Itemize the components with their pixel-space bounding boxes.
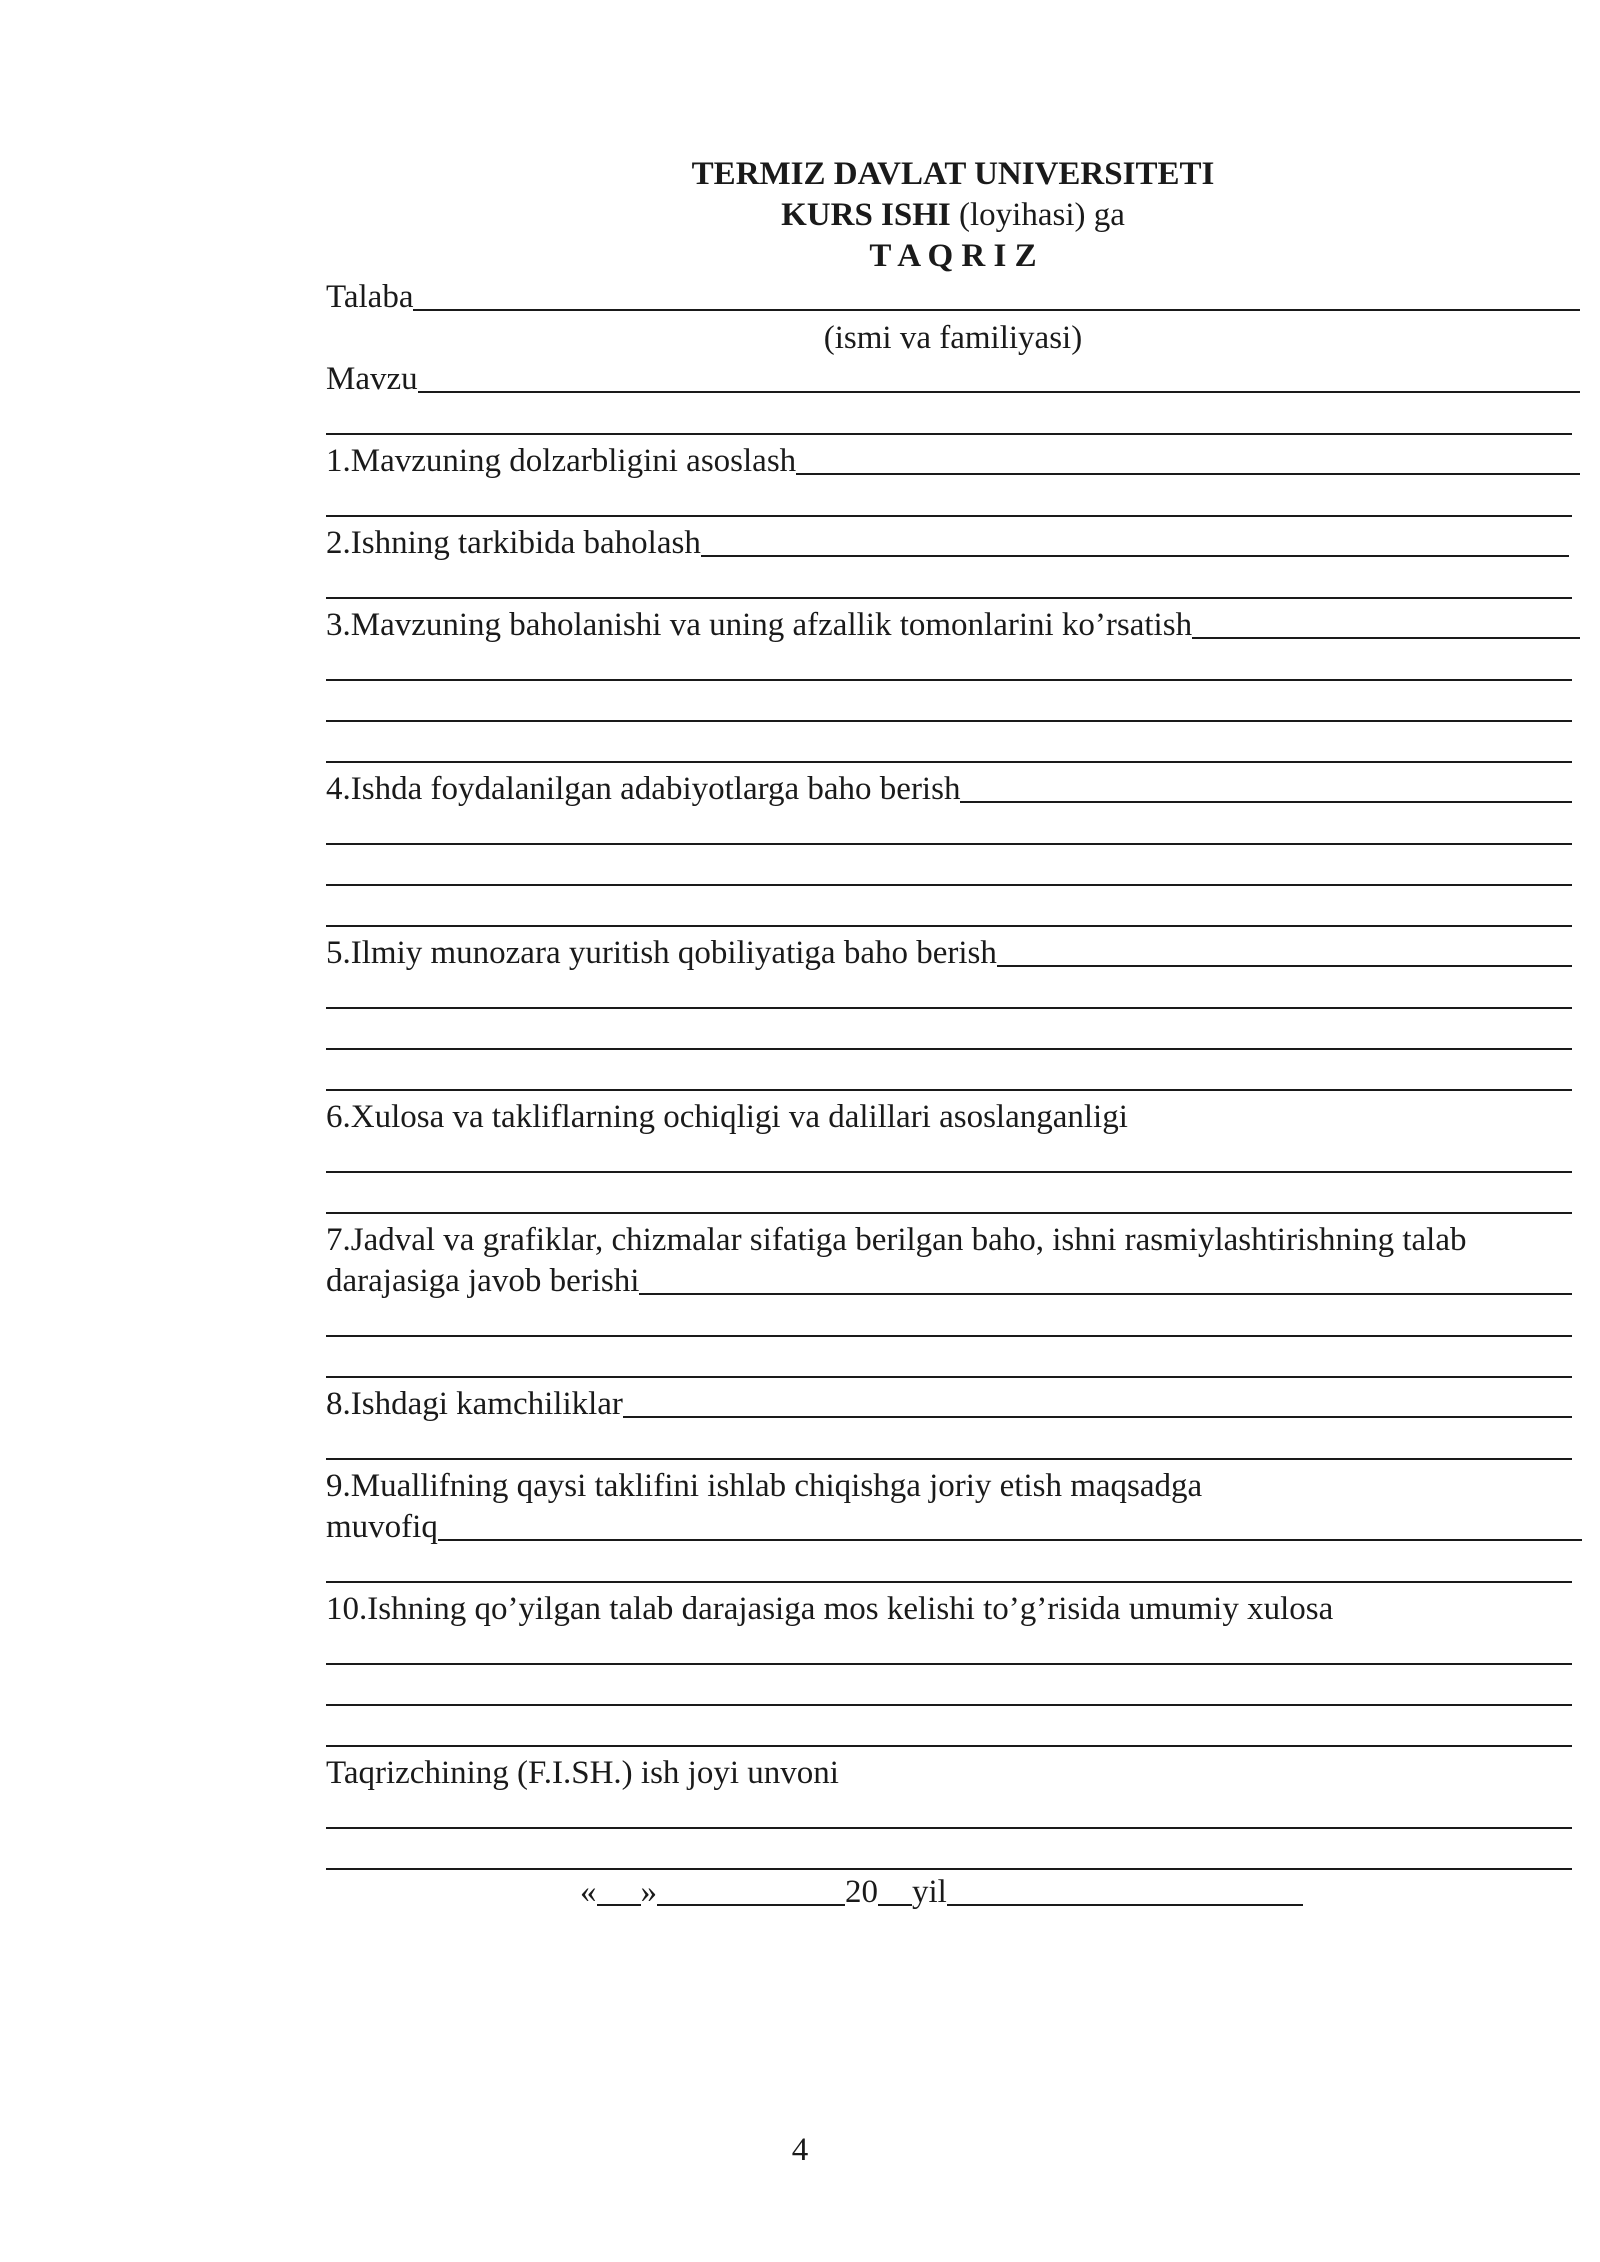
blank-line[interactable] — [326, 761, 1572, 763]
item-blank[interactable] — [796, 472, 1580, 475]
blank-line[interactable] — [326, 1048, 1572, 1050]
blank-line[interactable] — [326, 1212, 1572, 1214]
student-caption: (ismi va familiyasi) — [823, 320, 1083, 356]
blank-line[interactable] — [326, 1171, 1572, 1173]
document-title: T A Q R I Z — [869, 238, 1037, 274]
blank-line[interactable] — [326, 1745, 1572, 1747]
item-7: 7.Jadval va grafiklar, chizmalar sifatiga berilgan baho, ishni rasmiylashtirishning talab — [326, 1222, 1467, 1258]
item-blank[interactable] — [639, 1292, 1572, 1295]
item-10: 10.Ishning qo’yilgan talab darajasiga mos kelishi to’g’risida umumiy xulosa — [326, 1591, 1334, 1627]
item-6: 6.Xulosa va takliflarning ochiqligi va dalillari asoslanganligi — [326, 1099, 1128, 1135]
item-blank[interactable] — [701, 554, 1569, 557]
blank-line[interactable] — [326, 1335, 1572, 1337]
item-blank[interactable] — [1192, 636, 1580, 639]
date-year-word: yil — [912, 1874, 947, 1910]
blank-line[interactable] — [326, 1007, 1572, 1009]
item-blank[interactable] — [997, 964, 1572, 967]
item-5 — [326, 933, 1572, 974]
student-field — [326, 277, 1580, 318]
document-type-rest: (loyihasi) ga — [950, 197, 1125, 233]
university-name: TERMIZ DAVLAT UNIVERSITETI — [691, 156, 1215, 192]
item-label: darajasiga javob berishi — [326, 1263, 640, 1299]
item-label: 8.Ishdagi kamchiliklar — [326, 1386, 623, 1422]
item-blank[interactable] — [960, 800, 1572, 803]
item-4 — [326, 769, 1572, 810]
item-label: 4.Ishda foydalanilgan adabiyotlarga baho berish — [326, 771, 961, 807]
item-8 — [326, 1384, 1572, 1425]
signature-blank[interactable] — [947, 1903, 1303, 1906]
day-blank[interactable] — [597, 1903, 641, 1906]
blank-line[interactable] — [326, 1376, 1572, 1378]
blank-line[interactable] — [326, 1089, 1572, 1091]
document-type — [326, 195, 1580, 236]
date-century: 20 — [845, 1874, 878, 1910]
blank-line[interactable] — [326, 1458, 1572, 1460]
blank-line[interactable] — [326, 1827, 1572, 1829]
item-7-continued — [326, 1261, 1572, 1302]
date-close-quote: » — [640, 1874, 657, 1910]
item-label: 5.Ilmiy munozara yuritish qobiliyatiga baho berish — [326, 935, 997, 971]
topic-blank[interactable] — [418, 390, 1580, 393]
blank-line[interactable] — [326, 433, 1572, 435]
item-blank[interactable] — [438, 1538, 1582, 1541]
blank-line[interactable] — [326, 597, 1572, 599]
item-1 — [326, 441, 1580, 482]
blank-line[interactable] — [326, 1868, 1572, 1870]
student-label: Talaba — [326, 279, 414, 315]
item-label: 3.Mavzuning baholanishi va uning afzallik tomonlarini ko’rsatish — [326, 607, 1193, 643]
item-3 — [326, 605, 1580, 646]
blank-line[interactable] — [326, 679, 1572, 681]
date-line — [580, 1872, 1303, 1913]
month-blank[interactable] — [657, 1903, 845, 1906]
item-9-continued — [326, 1507, 1582, 1548]
page-number: 4 — [791, 2132, 809, 2168]
blank-line[interactable] — [326, 515, 1572, 517]
topic-field — [326, 359, 1580, 400]
blank-line[interactable] — [326, 1581, 1572, 1583]
blank-line[interactable] — [326, 843, 1572, 845]
student-blank[interactable] — [413, 308, 1580, 311]
item-blank[interactable] — [623, 1415, 1572, 1418]
item-label: muvofiq — [326, 1509, 438, 1545]
item-9: 9.Muallifning qaysi taklifini ishlab chiqishga joriy etish maqsadga — [326, 1468, 1203, 1504]
year-blank[interactable] — [878, 1903, 912, 1906]
topic-label: Mavzu — [326, 361, 418, 397]
blank-line[interactable] — [326, 925, 1572, 927]
blank-line[interactable] — [326, 1704, 1572, 1706]
document-type-bold: KURS ISHI — [781, 197, 951, 233]
blank-line[interactable] — [326, 884, 1572, 886]
blank-line[interactable] — [326, 720, 1572, 722]
reviewer-label: Taqrizchining (F.I.SH.) ish joyi unvoni — [326, 1755, 839, 1791]
date-open-quote: « — [580, 1874, 597, 1910]
blank-line[interactable] — [326, 1663, 1572, 1665]
item-2 — [326, 523, 1569, 564]
item-label: 2.Ishning tarkibida baholash — [326, 525, 701, 561]
item-label: 1.Mavzuning dolzarbligini asoslash — [326, 443, 797, 479]
